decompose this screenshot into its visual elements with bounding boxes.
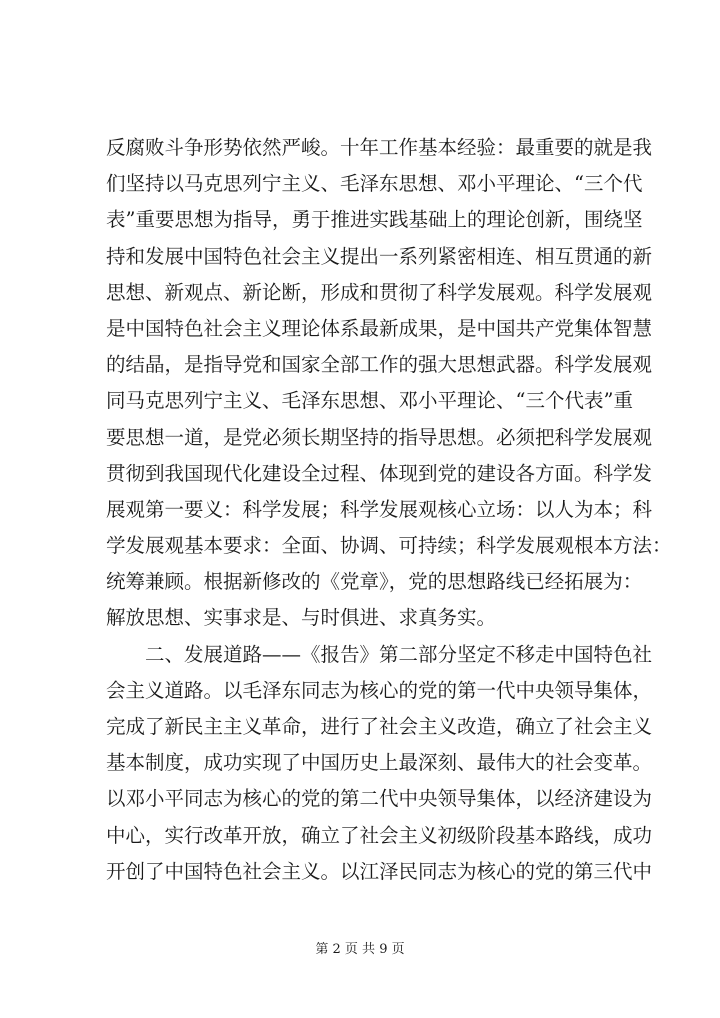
text-line: 学发展观基本要求：全面、协调、可持续；科学发展观根本方法： [106,534,672,558]
text-line: 展观第一要义：科学发展；科学发展观核心立场：以人为本；科 [106,497,653,521]
text-line: 表”重要思想为指导，勇于推进实践基础上的理论创新，围绕坚 [106,208,643,232]
text-line: 中心，实行改革开放，确立了社会主义初级阶段基本路线，成功 [106,823,653,847]
text-line: 以邓小平同志为核心的党的第二代中央领导集体，以经济建设为 [106,787,653,811]
text-line: 会主义道路。以毛泽东同志为核心的党的第一代中央领导集体， [106,678,653,702]
text-line: 贯彻到我国现代化建设全过程、体现到党的建设各方面。科学发 [106,461,653,485]
section-heading-line: 二、发展道路——《报告》第二部分坚定不移走中国特色社 [145,642,653,666]
text-line: 们坚持以马克思列宁主义、毛泽东思想、邓小平理论、“三个代 [106,172,643,196]
text-line: 思想、新观点、新论断，形成和贯彻了科学发展观。科学发展观 [106,280,653,304]
text-line: 持和发展中国特色社会主义提出一系列紧密相连、相互贯通的新 [106,244,653,268]
text-line: 反腐败斗争形势依然严峻。十年工作基本经验：最重要的就是我 [106,136,653,159]
text-line: 是中国特色社会主义理论体系最新成果，是中国共产党集体智慧 [106,316,653,340]
page-number-footer: 第 2 页 共 9 页 [315,942,405,957]
text-line: 开创了中国特色社会主义。以江泽民同志为核心的党的第三代中 [106,859,653,883]
text-line: 基本制度，成功实现了中国历史上最深刻、最伟大的社会变革。 [106,751,653,775]
text-line: 统筹兼顾。根据新修改的《党章》，党的思想路线已经拓展为： [106,570,643,594]
text-line: 要思想一道，是党必须长期坚持的指导思想。必须把科学发展观 [106,425,653,449]
text-line: 的结晶，是指导党和国家全部工作的强大思想武器。科学发展观 [106,353,653,377]
text-line: 同马克思列宁主义、毛泽东思想、邓小平理论、“三个代表”重 [106,389,633,413]
body-text [106,130,672,890]
text-line: 解放思想、实事求是、与时俱进、求真务实。 [106,606,497,630]
text-line: 完成了新民主主义革命，进行了社会主义改造，确立了社会主义 [106,715,653,738]
